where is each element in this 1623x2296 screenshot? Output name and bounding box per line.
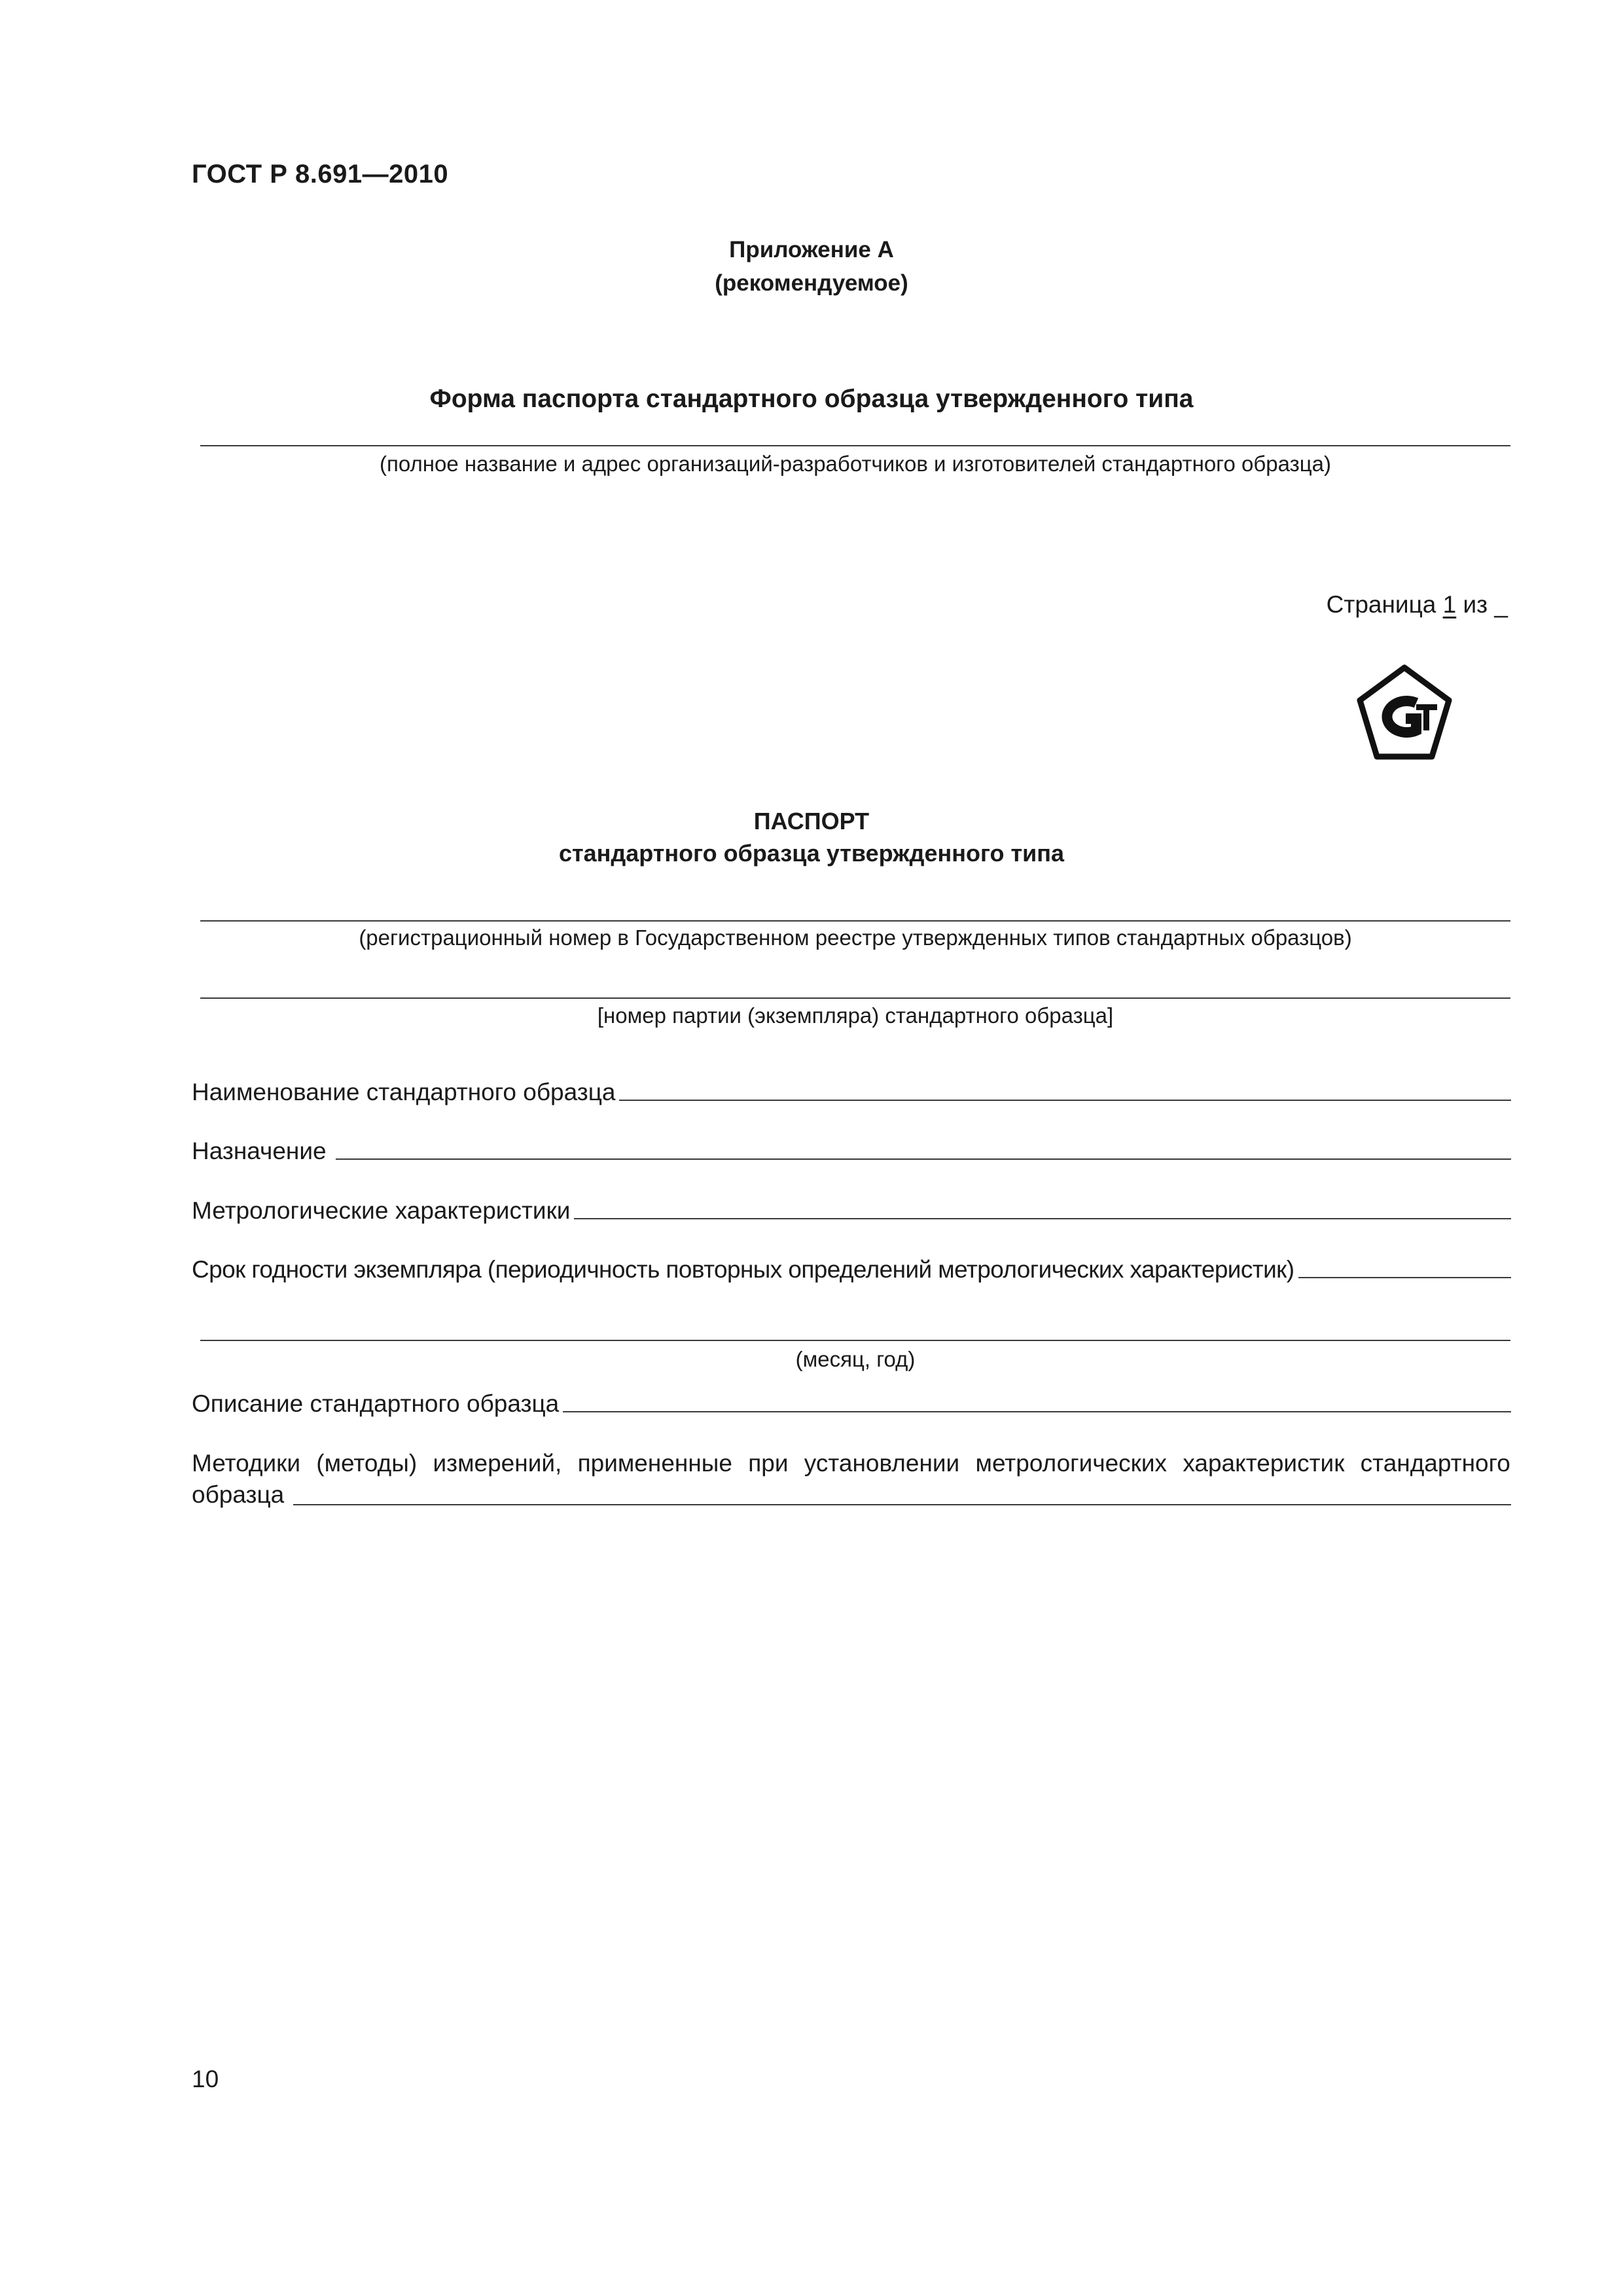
registration-number-line[interactable]	[200, 920, 1510, 922]
organizations-caption: (полное название и адрес организаций-разработчиков и изготовителей стандартного образца)	[380, 452, 1331, 476]
name-field	[192, 1079, 1511, 1106]
organizations-line	[200, 445, 1510, 446]
methods-field-line2	[192, 1479, 1511, 1511]
purpose-field-input[interactable]	[336, 1158, 1511, 1160]
appendix-label: Приложение А	[729, 237, 894, 262]
month-year-caption: (месяц, год)	[795, 1347, 916, 1371]
purpose-field-label: Назначение	[192, 1138, 327, 1164]
description-field	[192, 1390, 1511, 1418]
batch-number-line[interactable]	[200, 997, 1510, 999]
passport-heading	[0, 805, 1623, 869]
description-field-label: Описание стандартного образца	[192, 1390, 560, 1417]
methods-label-text: Методики (методы) измерений, примененные при установлении метрологических характеристик стандартного	[192, 1450, 1510, 1477]
standard-code: ГОСТ Р 8.691—2010	[192, 160, 449, 188]
passport-subtitle: стандартного образца утвержденного типа	[558, 840, 1065, 867]
page-of-indicator	[1327, 591, 1508, 619]
passport-title: ПАСПОРТ	[753, 808, 870, 834]
name-field-label: Наименование стандартного образца	[192, 1079, 616, 1105]
shelf-life-field-label: Срок годности экземпляра (периодичность повторных определений метрологических характеристик)	[192, 1256, 1294, 1283]
form-title: Форма паспорта стандартного образца утвержденного типа	[429, 385, 1194, 413]
shelf-life-field	[192, 1256, 1511, 1283]
methods-field-label-line1	[192, 1448, 1511, 1479]
appendix-kind: (рекомендуемое)	[715, 270, 908, 296]
gost-mark-icon	[1351, 661, 1458, 768]
page-number: 10	[192, 2066, 219, 2092]
metrology-field	[192, 1197, 1511, 1225]
purpose-field	[192, 1138, 1511, 1165]
methods-field	[192, 1448, 1511, 1511]
name-field-input[interactable]	[619, 1100, 1511, 1101]
page-of-prefix: Страница	[1326, 591, 1443, 618]
appendix-heading	[0, 233, 1623, 300]
metrology-field-input[interactable]	[574, 1218, 1511, 1219]
page-of-current: 1	[1442, 591, 1457, 618]
registration-number-caption: (регистрационный номер в Государственном реестре утвержденных типов стандартных образцов)	[359, 925, 1352, 950]
shelf-life-field-input[interactable]	[1298, 1277, 1512, 1278]
metrology-field-label: Метрологические характеристики	[192, 1197, 571, 1224]
methods-label-text-line2: образца	[192, 1481, 285, 1508]
batch-number-caption: [номер партии (экземпляра) стандартного образца]	[597, 1003, 1114, 1028]
month-year-line[interactable]	[200, 1340, 1510, 1341]
page-of-suffix: из _	[1456, 591, 1508, 618]
methods-field-input[interactable]	[293, 1504, 1511, 1505]
description-field-input[interactable]	[563, 1411, 1511, 1412]
